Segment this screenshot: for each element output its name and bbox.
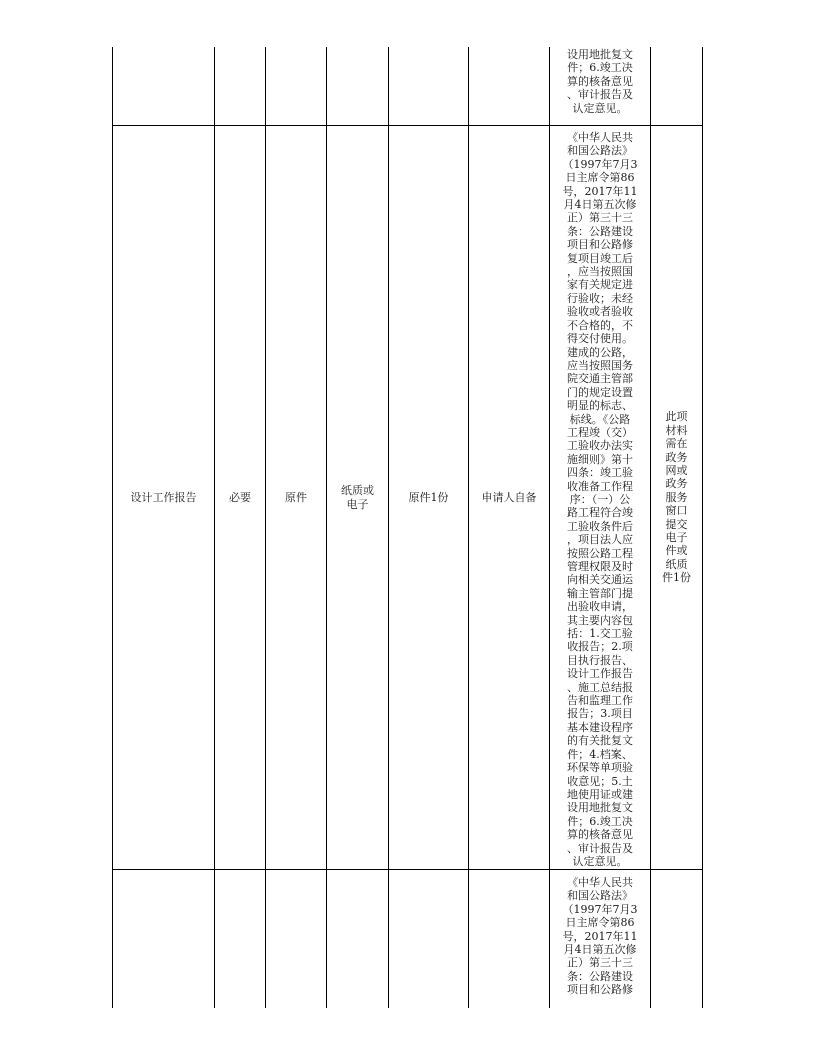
source-cell — [469, 126, 549, 869]
legal-basis-cell: 设用地批复文 件；6.竣工决 算的核备意见 、审计报告及 认定意见。 — [567, 48, 633, 115]
material-type-cell — [266, 126, 326, 869]
legal-basis-cell: 《中华人民共 和国公路法》 （1997年7月3 日主席令第86 号，2017年11 月4日第五次修 正）第三十三 条：公路建设 项目和公路修 — [562, 876, 638, 997]
remarks-cell — [651, 126, 702, 869]
material-type: 原件 — [285, 490, 307, 504]
remarks: 此项 材料 需在 政务 网或 政务 服务 窗口 提交 电子 件或 纸质 件1份 — [662, 410, 691, 585]
row-divider — [112, 869, 703, 870]
material-source: 申请人自备 — [481, 490, 537, 504]
required-flag: 必要 — [229, 490, 251, 504]
required-cell — [215, 126, 265, 869]
copies: 原件1份 — [408, 490, 449, 504]
material-name: 设计工作报告 — [130, 490, 197, 504]
format-cell — [327, 126, 388, 869]
material-name-cell — [113, 126, 214, 869]
material-format: 纸质或 电子 — [341, 484, 374, 511]
legal-basis-cell: 《中华人民共 和国公路法》 （1997年7月3 日主席令第86 号，2017年11 月4日第五次修 正）第三十三 条：公路建设 项目和公路修 复项目竣工后 ，应当按照国 家有关规定进 行验收；未经 验收或者验收 不合格的，不 得交付使用。 建成的公路， 应当按照国务 院交通主管部 门的规定设置 明显的标志、 标线。《公路 工程竣（交） 工验收办法实 施细则》第十 四条：竣工验 收准备工作程 序：（一）公 路工程符合竣 工验收条件后 ，项目法人应 按照公路工程 管理权限及时 向相关交通运 输主管部门提 出验收申请， 其主要内容包 括：1.交工验 收报告；2.项 目执行报告、 设计工作报告 、施工总结报 告和监理工作 报告；3.项目 基本建设程序 的有关批复文 件；4.档案、 环保等单项验 收意见；5.土 地使用证或建 设用地批复文 件；6.竣工决 算的核备意见 、审计报告及 认定意见。 — [562, 131, 638, 868]
table-border-right — [702, 47, 703, 1008]
copies-cell — [389, 126, 468, 869]
